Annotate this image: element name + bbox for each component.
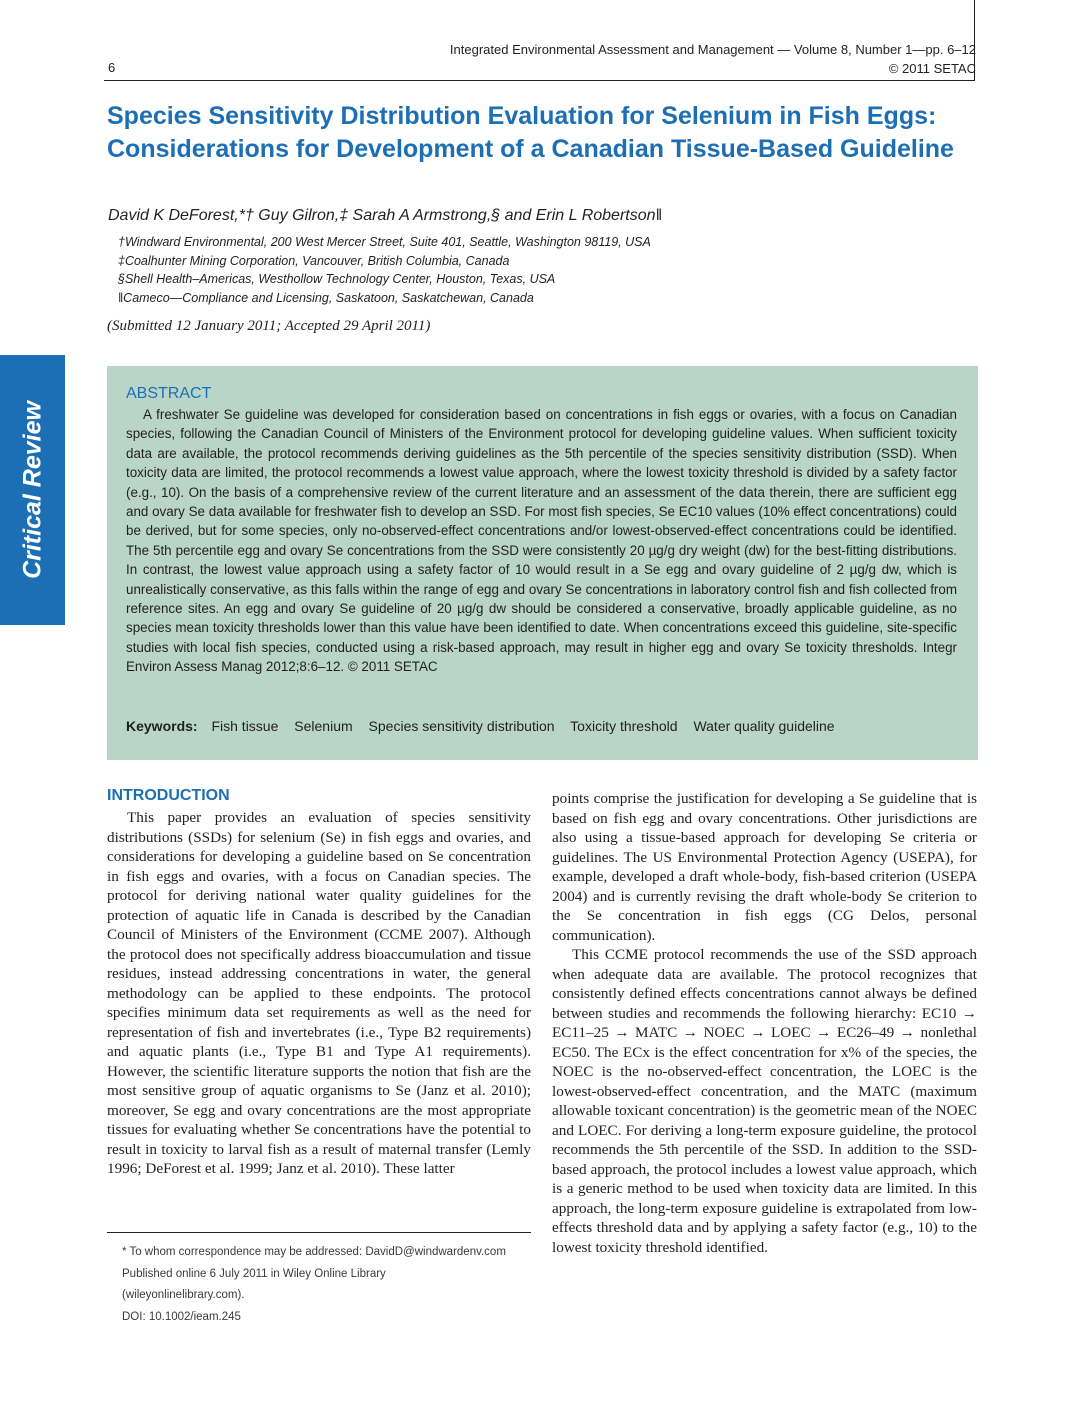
keywords-label: Keywords: [126, 718, 198, 734]
journal-line: Integrated Environmental Assessment and Management — Volume 8, Number 1—pp. 6–12 [449, 42, 976, 57]
abstract-heading: ABSTRACT [126, 385, 212, 402]
keyword: Water quality guideline [693, 718, 835, 734]
page-number: 6 [108, 60, 116, 75]
header-rule [104, 80, 975, 81]
publication-note: Published online 6 July 2011 in Wiley Online Library [122, 1267, 386, 1280]
doi: DOI: 10.1002/ieam.245 [122, 1310, 241, 1323]
paragraph: This CCME protocol recommends the use of the SSD approach when adequate data are available. The protocol recognizes that consistently defined effects concentrations cannot always be defined between studies and recommends the following hierarchy: EC10 → EC11–25 → MATC → NOEC → LOEC → EC26–49 → nonlethal EC50. The ECx is the effect concentration for x% of the species, the NOEC is the no-observed-effect concentration, the LOEC is the lowest-observed-effect concentration, and the MATC (maximum allowable toxicant concentration) is the geometric mean of the NOEC and LOEC. For deriving a long-term exposure guideline, the protocol recommends the 5th percentile of the SSD. In addition to the SSD-based approach, the protocol includes a lowest value approach, which is a generic method to be used when toxicity data are limited. In this approach, the long-term exposure guideline is extrapolated from low-effects threshold data and by applying a safety factor (e.g., 10) to the lowest toxicity threshold identified. [552, 946, 977, 1256]
affiliation: ‡Coalhunter Mining Corporation, Vancouver, British Columbia, Canada [118, 253, 510, 268]
submission-dates: (Submitted 12 January 2011; Accepted 29 April 2011) [107, 318, 431, 334]
running-header [450, 40, 976, 78]
affiliation: §Shell Health–Americas, Westhollow Technology Center, Houston, Texas, USA [118, 272, 556, 286]
authors: David K DeForest,*† Guy Gilron,‡ Sarah A Armstrong,§ and Erin L Robertson‖ [108, 207, 663, 224]
footnote [122, 1242, 532, 1328]
affiliation: †Windward Environmental, 200 West Mercer Street, Suite 401, Seattle, Washington 98119, USA [118, 235, 651, 249]
keyword: Toxicity threshold [570, 718, 678, 734]
affiliations [118, 233, 651, 307]
abstract-text: A freshwater Se guideline was developed for consideration based on concentrations in fish eggs or ovaries, with a focus on Canadian species, following the Canadian Council of Ministers of the Environment protocol for developing guideline values. When sufficient toxicity data are available, the protocol recommends deriving guidelines as the 5th percentile of the species sensitivity distribution (SSD). When toxicity data are limited, the protocol recommends a lowest value approach, where the lowest toxicity threshold is divided by a safety factor (e.g., 10). On the basis of a comprehensive review of the current literature and an assessment of the data therein, there are sufficient egg and ovary Se data available for freshwater fish to develop an SSD. For most fish species, Se EC10 values (10% effect concentrations) could be derived, but for some species, only no-observed-effect concentrations and/or lowest-observed-effect concentrations could be identified. The 5th percentile egg and ovary Se concentrations from the SSD were consistently 20 µg/g dry weight (dw) for the best-fitting distributions. In contrast, the lowest value approach using a safety factor of 10 would result in a Se egg and ovary guideline of 2 µg/g dw, which is unrealistically conservative, as this falls within the range of egg and ovary Se concentrations in laboratory control fish and fish collected from reference sites. An egg and ovary Se guideline of 20 µg/g dw should be considered a conservative, broadly applicable guideline, as no species mean toxicity thresholds lower than this value have been identified to date. When concentrations exceed this guideline, site-specific studies with local fish species, conducted using a risk-based approach, may result in higher egg and ovary Se toxicity thresholds. Integr Environ Assess Manag 2012;8:6–12. © 2011 SETAC [126, 407, 957, 675]
keyword: Selenium [294, 718, 353, 734]
library-note: (wileyonlinelibrary.com). [122, 1289, 245, 1301]
affiliation: ‖Cameco—Compliance and Licensing, Saskatoon, Saskatchewan, Canada [118, 290, 534, 305]
introduction-left-column: This paper provides an evaluation of species sensitivity distributions (SSDs) for selenium (Se) in fish eggs and ovaries, and considerations for developing a guideline based on Se concentration in fish eggs and ovaries, with a focus on Canadian species. The protocol for deriving national water quality guidelines for the protection of aquatic life in Canada is described by the Canadian Council of Ministers of the Environment (CCME 2007). Although the protocol does not specifically address bioaccumulation and tissue residues, instead addressing concentrations in water, the general methodology can be applied to these endpoints. The protocol specifies minimum data set requirements as well as the need for representation of fish and invertebrates (i.e., Type B2 requirements) and aquatic plants (i.e., Type B1 and Type A1 requirements). However, the scientific literature supports the notion that fish are the most sensitive group of aquatic organisms to Se (Janz et al. 2010); moreover, Se egg and ovary concentrations are the most appropriate tissues for evaluating whether Se concentrations have the potential to result in toxicity to larval fish as a result of maternal transfer (Lemly 1996; DeForest et al. 1999; Janz et al. 2010). These latter [107, 809, 531, 1177]
side-tab-label: Critical Review [18, 401, 46, 579]
introduction-heading: INTRODUCTION [107, 787, 230, 804]
keyword: Species sensitivity distribution [368, 718, 555, 734]
footnote-rule [107, 1232, 531, 1233]
keyword: Fish tissue [211, 718, 279, 734]
introduction-right-column [552, 789, 977, 1257]
correspondence-note: * To whom correspondence may be addressed: DavidD@windwardenv.com [122, 1246, 506, 1258]
section-side-tab [0, 355, 65, 625]
copyright: © 2011 SETAC [888, 61, 976, 76]
article-title: Species Sensitivity Distribution Evaluation for Selenium in Fish Eggs: Considerations for Development of a Canadian Tissue-Based Guideline [107, 102, 954, 163]
paragraph: points comprise the justification for developing a Se guideline that is based on fish egg and ovary concentrations. Other jurisdictions are also using a tissue-based approach for developing Se criteria or guidelines. The US Environmental Protection Agency (USEPA), for example, developed a draft whole-body, fish-based criterion (USEPA 2004) and is currently revising the draft whole-body Se criterion to the Se concentration in fish eggs (CG Delos, personal communication). [552, 790, 977, 944]
keywords [126, 718, 847, 734]
